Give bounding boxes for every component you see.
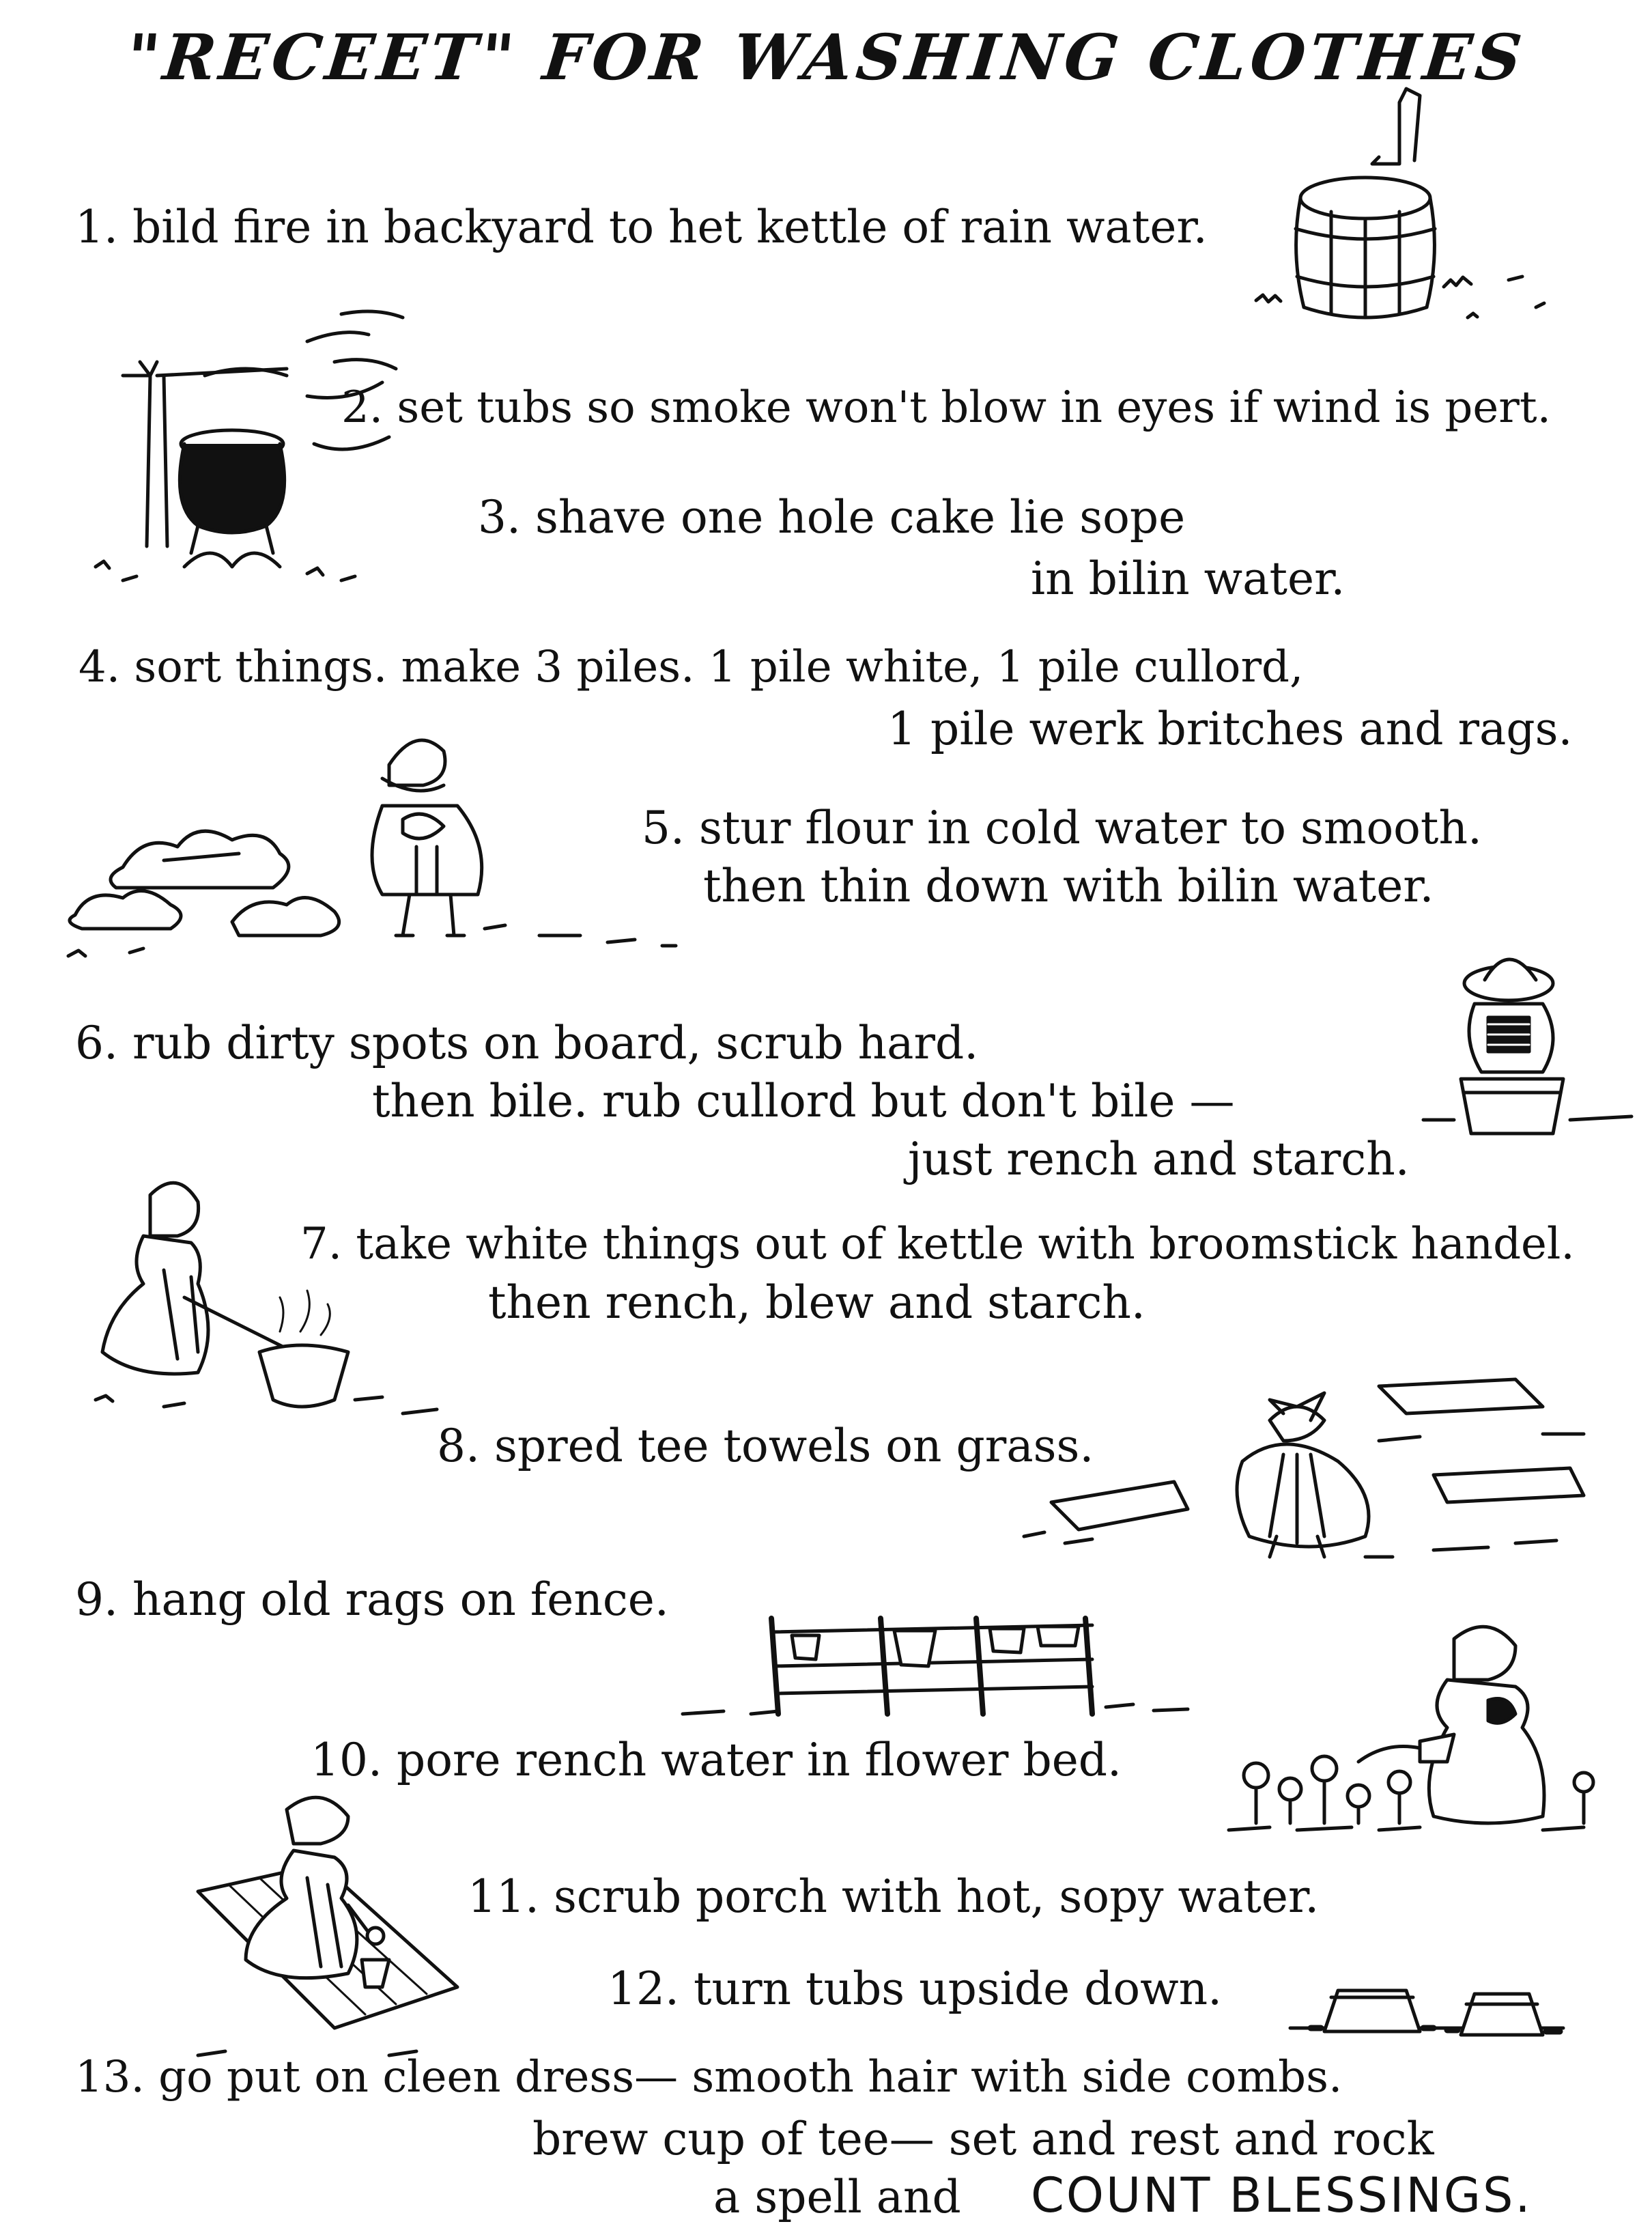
step-5-line-2: then thin down with bilin water. [703, 860, 1434, 912]
step-2-line-1: 2. set tubs so smoke won't blow in eyes if wind is pert. [341, 382, 1551, 433]
girl-watering-flowers-icon [1215, 1625, 1632, 1857]
step-3-line-1: 3. shave one hole cake lie sope [478, 491, 1186, 544]
step-13-line-2: brew cup of tee— set and rest and rock [532, 2113, 1434, 2165]
bonnet-girl-with-bushes-icon [61, 710, 710, 997]
count-blessings: COUNT BLESSINGS. [1031, 2167, 1533, 2223]
step-4-line-2: 1 pile werk britches and rags. [887, 703, 1573, 755]
step-11-line-1: 11. scrub porch with hot, sopy water. [468, 1870, 1320, 1923]
step-5-line-1: 5. stur flour in cold water to smooth. [642, 802, 1482, 854]
step-6-line-3: just rench and starch. [908, 1133, 1410, 1185]
step-12-line-1: 12. turn tubs upside down. [608, 1962, 1223, 2015]
step-10-line-1: 10. pore rench water in flower bed. [311, 1734, 1122, 1786]
step-7-line-1: 7. take white things out of kettle with broomstick handel. [300, 1219, 1575, 1269]
girl-spreading-towels-icon [1024, 1379, 1611, 1598]
page-title: "RECEET" FOR WASHING CLOTHES [123, 20, 1529, 94]
girl-scrubbing-porch-icon [184, 1796, 471, 2083]
step-1-line-1: 1. bild fire in backyard to het kettle of rain water. [75, 201, 1208, 253]
step-13-line-3: a spell and [713, 2171, 961, 2223]
step-8-line-1: 8. spred tee towels on grass. [437, 1420, 1094, 1472]
rain-barrel-icon [1263, 82, 1577, 355]
step-6-line-2: then bile. rub cullord but don't bile — [372, 1075, 1235, 1127]
upside-down-tubs-icon [1290, 1977, 1577, 2052]
girl-stirring-kettle-icon [82, 1174, 478, 1434]
fence-with-rags-icon [683, 1612, 1201, 1721]
step-4-line-1: 4. sort things. make 3 piles. 1 pile white, 1 pile cullord, [79, 642, 1304, 692]
kettle-over-fire-icon [82, 321, 464, 635]
step-13-line-1: 13. go put on cleen dress— smooth hair with side combs. [75, 2052, 1343, 2102]
girl-at-washtub-icon [1427, 942, 1652, 1174]
step-6-line-1: 6. rub dirty spots on board, scrub hard. [75, 1017, 979, 1069]
step-7-line-2: then rench, blew and starch. [488, 1276, 1145, 1329]
step-9-line-1: 9. hang old rags on fence. [75, 1573, 669, 1626]
step-3-line-2: in bilin water. [1031, 552, 1345, 605]
